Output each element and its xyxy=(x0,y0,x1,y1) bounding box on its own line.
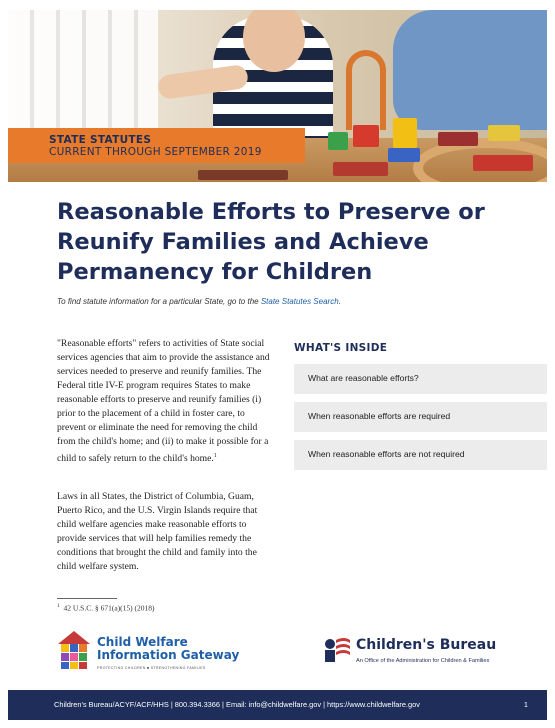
footer-bar xyxy=(8,690,547,720)
cwig-logo[interactable] xyxy=(57,628,247,674)
cb-name: Children's Bureau xyxy=(356,637,497,653)
footnote-text: 42 U.S.C. § 671(a)(15) (2018) xyxy=(63,603,155,613)
footnote xyxy=(57,603,155,613)
footnote-number: 1 xyxy=(57,603,60,609)
cwig-name-line-2: Information Gateway xyxy=(97,648,240,662)
childrens-bureau-logo[interactable] xyxy=(322,634,512,674)
state-statutes-search-link[interactable]: State Statutes Search xyxy=(260,297,339,306)
cwig-name-line-1: Child Welfare xyxy=(97,635,188,649)
subtitle xyxy=(57,297,341,306)
cwig-tagline: PROTECTING CHILDREN ■ STRENGTHENING FAMILIES xyxy=(97,666,206,670)
intro-text: "Reasonable efforts" refers to activities of State social services agencies that aim to provide the assistance and services needed to preserve and reunify families. The Federal title IV-E program requires States to make reasonable efforts to preserve and reunify families (i) prior to the placement of a child in foster care, to prevent or eliminate the need for removing the child from the child's home; and (ii) to make it possible for a child to safely return to the child's home. xyxy=(57,338,270,465)
whats-inside-heading: WHAT'S INSIDE xyxy=(294,342,388,354)
cwig-name xyxy=(97,636,239,662)
banner-line-2: CURRENT THROUGH SEPTEMBER 2019 xyxy=(49,146,262,158)
laws-paragraph: Laws in all States, the District of Columbia, Guam, Puerto Rico, and the U.S. Virgin Islands require that child welfare agencies make reasonable efforts to provide services that will help families remedy the conditions that brought the child and family into the child welfare system. xyxy=(57,491,258,572)
toc-item-when-required[interactable]: When reasonable efforts are required xyxy=(294,402,547,432)
footer-contact[interactable]: Children's Bureau/ACYF/ACF/HHS | 800.394.3366 | Email: info@childwelfare.gov | https://www.childwelfare.gov xyxy=(54,700,420,709)
flag-logo-icon xyxy=(322,634,352,664)
house-logo-icon xyxy=(57,630,91,670)
cb-subtitle: An Office of the Administration for Children & Families xyxy=(356,658,490,664)
toc-item-when-not-required[interactable]: When reasonable efforts are not required xyxy=(294,440,547,470)
subtitle-text: To find statute information for a particular State, go to the xyxy=(57,297,261,306)
footnote-divider xyxy=(57,598,117,599)
intro-paragraph xyxy=(57,337,271,466)
banner-line-1: STATE STATUTES xyxy=(49,134,152,146)
statute-banner xyxy=(8,128,305,163)
page-number: 1 xyxy=(523,700,528,709)
subtitle-suffix: . xyxy=(338,297,341,306)
page-title: Reasonable Efforts to Preserve or Reunify Families and Achieve Permanency for Children xyxy=(57,199,485,285)
toc-item-what-are-efforts[interactable]: What are reasonable efforts? xyxy=(294,364,547,394)
footnote-ref[interactable]: 1 xyxy=(213,453,217,459)
whats-inside-panel xyxy=(294,342,547,478)
